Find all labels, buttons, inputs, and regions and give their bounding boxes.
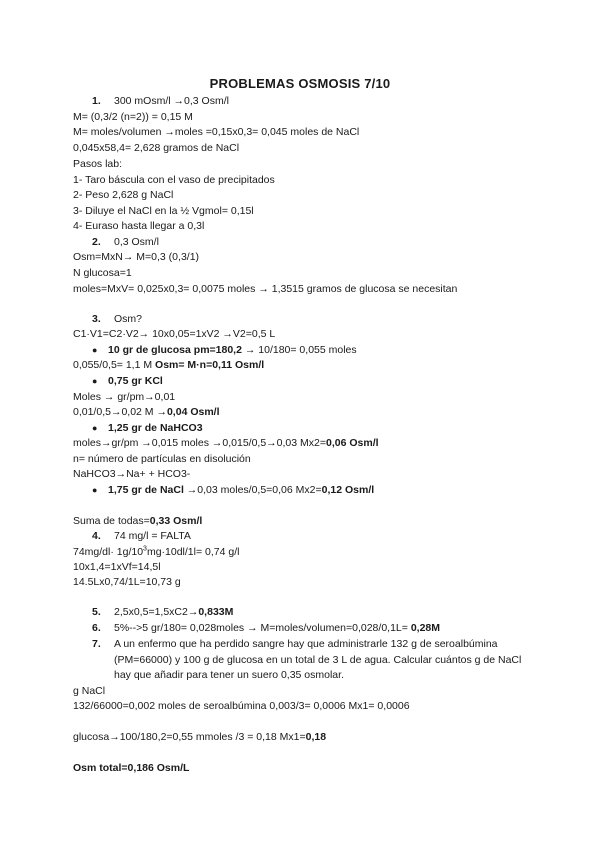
text-line: moles→gr/pm →0,015 moles →0,015/0,5→0,03 Mx2=0,06 Osm/l [73,437,379,449]
problem-7-number [92,637,108,651]
problem-1-statement: 300 mOsm/l →0,3 Osm/l [114,95,229,107]
page-title: PROBLEMAS OSMOSIS 7/10 [209,76,391,91]
problem-number: 7. [92,638,101,650]
text-line: N glucosa=1 [73,267,132,279]
text-line: M= (0,3/2 (n=2)) = 0,15 M [73,111,193,123]
lab-step: 3- Diluye el NaCl en la ½ Vgmol= 0,15l [73,205,254,217]
problem-number: 2. [92,236,101,248]
problem-number: 6. [92,622,101,634]
problem-3-statement: Osm? [114,313,143,325]
bullet-icon: ● [92,485,98,495]
text-line: NaHCO3→Na+ + HCO3- [73,468,191,480]
text-line: 14.5Lx0,74/1L=10,73 g [73,576,181,588]
problem-number: 1. [92,95,101,107]
text-line: n= número de partículas en disolución [73,453,251,465]
bullet-item: ● 1,25 gr de NaHCO3 [92,422,203,434]
bullet-item: ● 0,75 gr KCl [92,375,163,387]
text-line: Moles → gr/pm→0,01 [73,391,176,403]
text-line: C1·V1=C2·V2→ 10x0,05=1xV2 →V2=0,5 L [73,328,276,340]
bullet-icon: ● [92,376,98,386]
problem-number: 4. [92,530,101,542]
text-line: 10x1,4=1xVf=14,5l [73,561,161,573]
text-line: 0,045x58,4= 2,628 gramos de NaCl [73,142,240,154]
problem-3-header [92,312,142,326]
text-line: M= moles/volumen →moles =0,15x0,3= 0,045 moles de NaCl [73,126,360,138]
problem-2-header [92,235,159,249]
lab-step: 2- Peso 2,628 g NaCl [73,189,174,201]
bullet-item: ● 1,75 gr de NaCl →0,03 moles/0,5=0,06 Mx2=0,12 Osm/l [92,484,375,496]
sum-line: Suma de todas=0,33 Osm/l [73,515,203,527]
problem-1-header [92,94,229,108]
bullet-item: ● 10 gr de glucosa pm=180,2 → 10/180= 0,055 moles [92,344,357,356]
text-line: 0,01/0,5→0,02 M →0,04 Osm/l [73,406,220,418]
lab-step: 4- Euraso hasta llegar a 0,3l [73,220,205,232]
text-line: moles=MxV= 0,025x0,3= 0,0075 moles → 1,3515 gramos de glucosa se necesitan [73,283,458,295]
bullet-icon: ● [92,423,98,433]
problem-6: 6. 5%-->5 gr/180= 0,028moles → M=moles/volumen=0,028/0,1L= 0,28M [92,622,440,634]
lab-step: 1- Taro báscula con el vaso de precipitados [73,174,275,186]
text-line: $74mg/dl\cdot 1g/10^3mg\cdot 10dl/1l= 0,74$ g/l [73,545,240,558]
text-line: Osm=MxN→ M=0,3 (0,3/1) [73,251,200,263]
total-osmolarity: Osm total=0,186 Osm/L [73,762,190,774]
text-line: 0,055/0,5= 1,1 M Osm= M·n=0,11 Osm/l [73,359,265,371]
problem-number: 3. [92,313,101,325]
problem-number: 5. [92,606,101,618]
text-line: 132/66000=0,002 moles de seroalbúmina 0,003/3= 0,0006 Mx1= 0,0006 [73,700,410,712]
problem-4-header [92,529,191,543]
text-line: glucosa→100/180,2=0,55 mmoles /3 = 0,18 Mx1=0,18 [73,731,327,743]
problem-5: 5. 2,5x0,5=1,5xC2→0,833M [92,606,234,618]
text-line: Pasos lab: [73,158,123,170]
text-line: g NaCl [73,685,106,697]
problem-7-statement: A un enfermo que ha perdido sangre hay que administrarle 132 g de seroalbúmina (PM=66000) y 100 g de glucosa en un total de 3 L de agua. Calcular cuántos g de NaCl hay que añadir para tener un suero 0,35 osmolar. [114,638,522,681]
problem-4-statement: 74 mg/l = FALTA [114,530,191,542]
bullet-icon: ● [92,345,98,355]
problem-2-statement: 0,3 Osm/l [114,236,159,248]
